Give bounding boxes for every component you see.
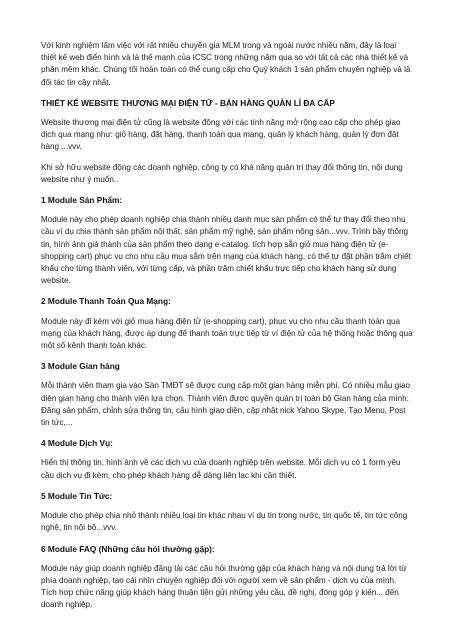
intro-paragraph: Với kinh nghiệm lâm việc với rất nhiều chuyên gia MLM trong và ngoài nước nhiều năm, đây là loại thiết kế web điển hình và là thế mạnh của ICSC trong những năm qua so với tất cả các nhà thiết kế và phần mềm khác. Chúng tôi hoàn toàn có thể cung cấp cho Quý khách 1 sản phẩm chuyên nghiệp và là đối tác tin cậy nhất. — [41, 41, 411, 87]
section-body-services: Hiển thị thông tin, hình ảnh về các dịch vụ của doanh nghiệp trên website. Mỗi dịch vụ có 1 form yêu cầu dịch vụ đi kèm, cho phép khách hàng dễ dàng liên lạc khi cần thiết. — [41, 458, 401, 480]
section-body-news: Module cho phép chia nhỏ thành nhiều loại tin khác nhau ví dụ tin trong nước, tin quốc tế, tin tức công nghệ, tin nội bộ...vvv. — [41, 511, 408, 533]
section-body-faq: Module này giúp doanh nghiệp đăng tải các câu hỏi thường gặp của khách hàng và nội dung trả lời từ phía doanh nghiệp, tạo cái nhìn chuyên nghiệp đối với người xem về sản phẩm - dịch vụ của mình. Tích hợp chức năng giúp khách hàng thuận tiện gửi những yêu cầu, đề nghị, đóng góp ý kiến... đến doanh nghiệp. — [41, 563, 407, 610]
section-body-payment: Module này đi kèm với giỏ mua hàng điện tử (e-shopping cart), phục vụ cho nhu cầu thanh toán qua mạng của khách hàng, được áp dụng để thanh toán trực tiếp từ ví điện tử của hệ thống hoặc thông qua một số kênh thanh toán khác. — [41, 316, 413, 351]
main-heading: THIẾT KẾ WEBSITE THƯƠNG MẠI ĐIỆN TỬ - BÁN HÀNG QUẢN LÍ ĐA CẤP — [41, 97, 335, 108]
section-heading-products: 1 Module Sản Phẩm: — [41, 195, 123, 206]
section-body-products: Module này cho phép doanh nghiệp chia thành nhiều danh mục sản phẩm có thể tự thay đổi theo nhu cầu ví dụ chia thành sản phẩm nội thất, sản phẩm mỹ nghệ, sản phẩm nông sản...vvv. Trình bầy thông tin, hình ảnh giá thành của sản phẩm theo dạng e-catalog. tích hợp sẵn giỏ mua hàng điện tử (e-shopping cart) phục vụ cho nhu cầu mua sắm trên mạng của khách hàng, có thể tự đặt phần trăm chiết khấu cho từng thành viên, với từng cấp, và phần trăm chiết khấu trực tiếp cho khách hàng sử dụng website. — [41, 215, 411, 286]
ownership-paragraph: Khi sở hữu website động các doanh nghiệp, công ty có khả năng quản trị thay đổi thông tin, nội dung website như ý muốn.. — [41, 162, 403, 184]
section-heading-store: 3 Module Gian hàng — [41, 361, 120, 372]
section-heading-services: 4 Module Dịch Vụ: — [41, 438, 113, 449]
section-body-store: Mỗi thành viên tham gia vào Sàn TMĐT sẽ được cung cấp một gian hàng miễn phí. Có nhiều mẫu giao diện gian hàng cho thành viên lựa chọn. Thành viên được quyền quản trị toàn bộ Gian hàng của mình: Đăng sản phẩm, chỉnh sửa thông tin, cấu hình giao diện, cập nhật nick Yahoo Skype, Tạo Menu, Post tin tức,... — [41, 381, 411, 428]
section-heading-news: 5 Module Tin Tức: — [41, 490, 113, 501]
description-paragraph: Website thương mại điện tử cũng là website động với các tính năng mở rộng cao cấp cho phép giao dịch qua mạng như: giỏ hàng, đặt hàng, thanh toán qua mạng, quản lý khách hàng, quản lý đơn đặt hàng ...vvv. — [41, 118, 401, 152]
section-heading-payment: 2 Module Thanh Toán Qua Mạng: — [41, 296, 171, 307]
section-heading-faq: 6 Module FAQ (Những câu hỏi thường gặp): — [41, 543, 215, 554]
